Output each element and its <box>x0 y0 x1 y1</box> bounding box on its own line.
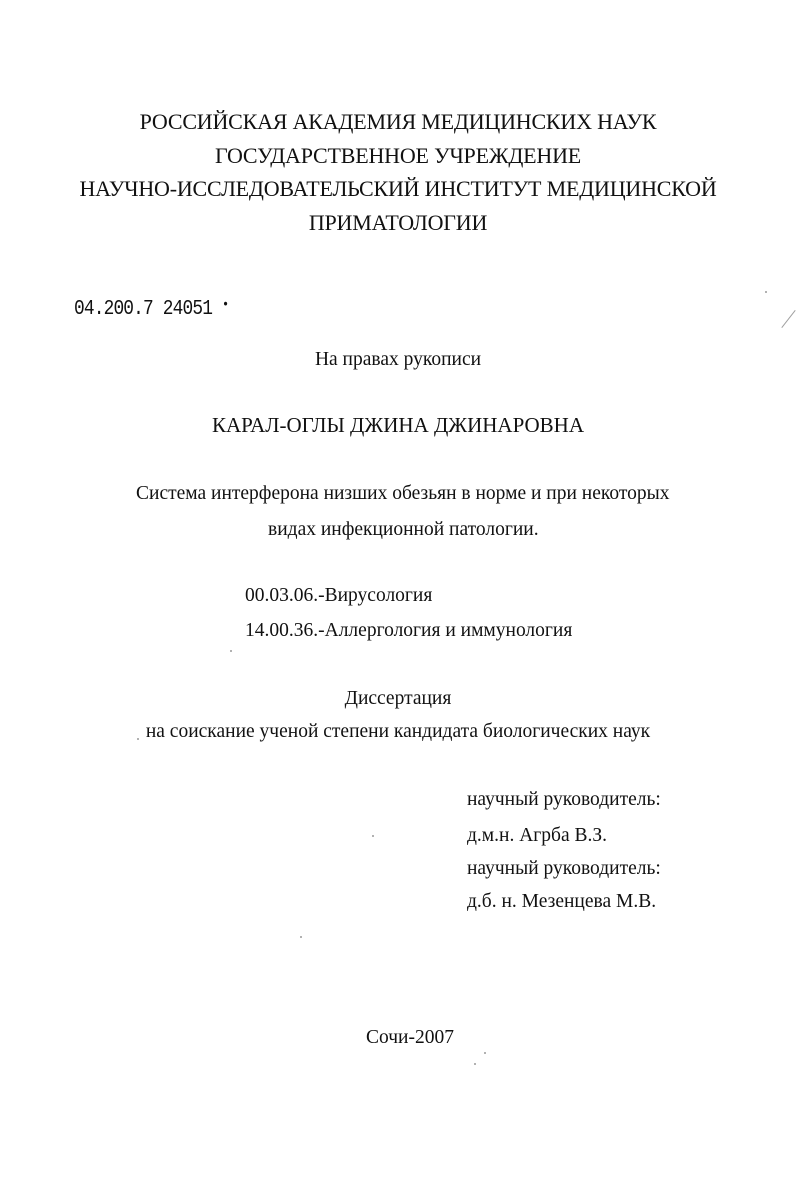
supervisor-1-name: д.м.н. Агрба В.З. <box>467 825 608 846</box>
document-type: Диссертация <box>344 688 452 709</box>
scan-speck <box>474 1063 476 1065</box>
supervisor-2-role: научный руководитель: <box>467 858 661 879</box>
scan-speck <box>300 936 302 938</box>
author-name: КАРАЛ-ОГЛЫ ДЖИНА ДЖИНАРОВНА <box>211 413 585 437</box>
scan-speck <box>137 738 139 740</box>
scan-speck <box>765 291 767 293</box>
header-line-academy: РОССИЙСКАЯ АКАДЕМИЯ МЕДИЦИНСКИХ НАУК <box>139 109 657 134</box>
dissertation-title-line-2: видах инфекционной патологии. <box>268 519 539 540</box>
registry-number: 04.200.7 24051 <box>74 298 213 321</box>
scan-mark <box>781 310 795 328</box>
header-line-institution-type: ГОСУДАРСТВЕННОЕ УЧРЕЖДЕНИЕ <box>214 143 581 168</box>
dissertation-title-line-1: Система интерферона низших обезьян в норме и при некоторых <box>136 483 670 504</box>
specialty-allergology: 14.00.36.-Аллергология и иммунология <box>245 620 573 641</box>
stamp-dot-mark: • <box>221 297 229 313</box>
supervisor-1-role: научный руководитель: <box>467 789 661 810</box>
scan-speck <box>372 835 374 837</box>
scan-speck <box>230 650 232 652</box>
manuscript-note: На правах рукописи <box>314 349 482 370</box>
degree-line: на соискание ученой степени кандидата биологических наук <box>145 721 651 742</box>
place-year: Сочи-2007 <box>366 1027 454 1048</box>
header-line-primatology: ПРИМАТОЛОГИИ <box>308 210 488 235</box>
supervisor-2-name: д.б. н. Мезенцева М.В. <box>467 891 657 912</box>
scan-speck <box>484 1052 486 1054</box>
specialty-virology: 00.03.06.-Вирусология <box>245 585 433 606</box>
registry-number-stamp <box>74 297 228 321</box>
header-line-institute: НАУЧНО-ИССЛЕДОВАТЕЛЬСКИЙ ИНСТИТУТ МЕДИЦИНСКОЙ <box>79 176 717 201</box>
